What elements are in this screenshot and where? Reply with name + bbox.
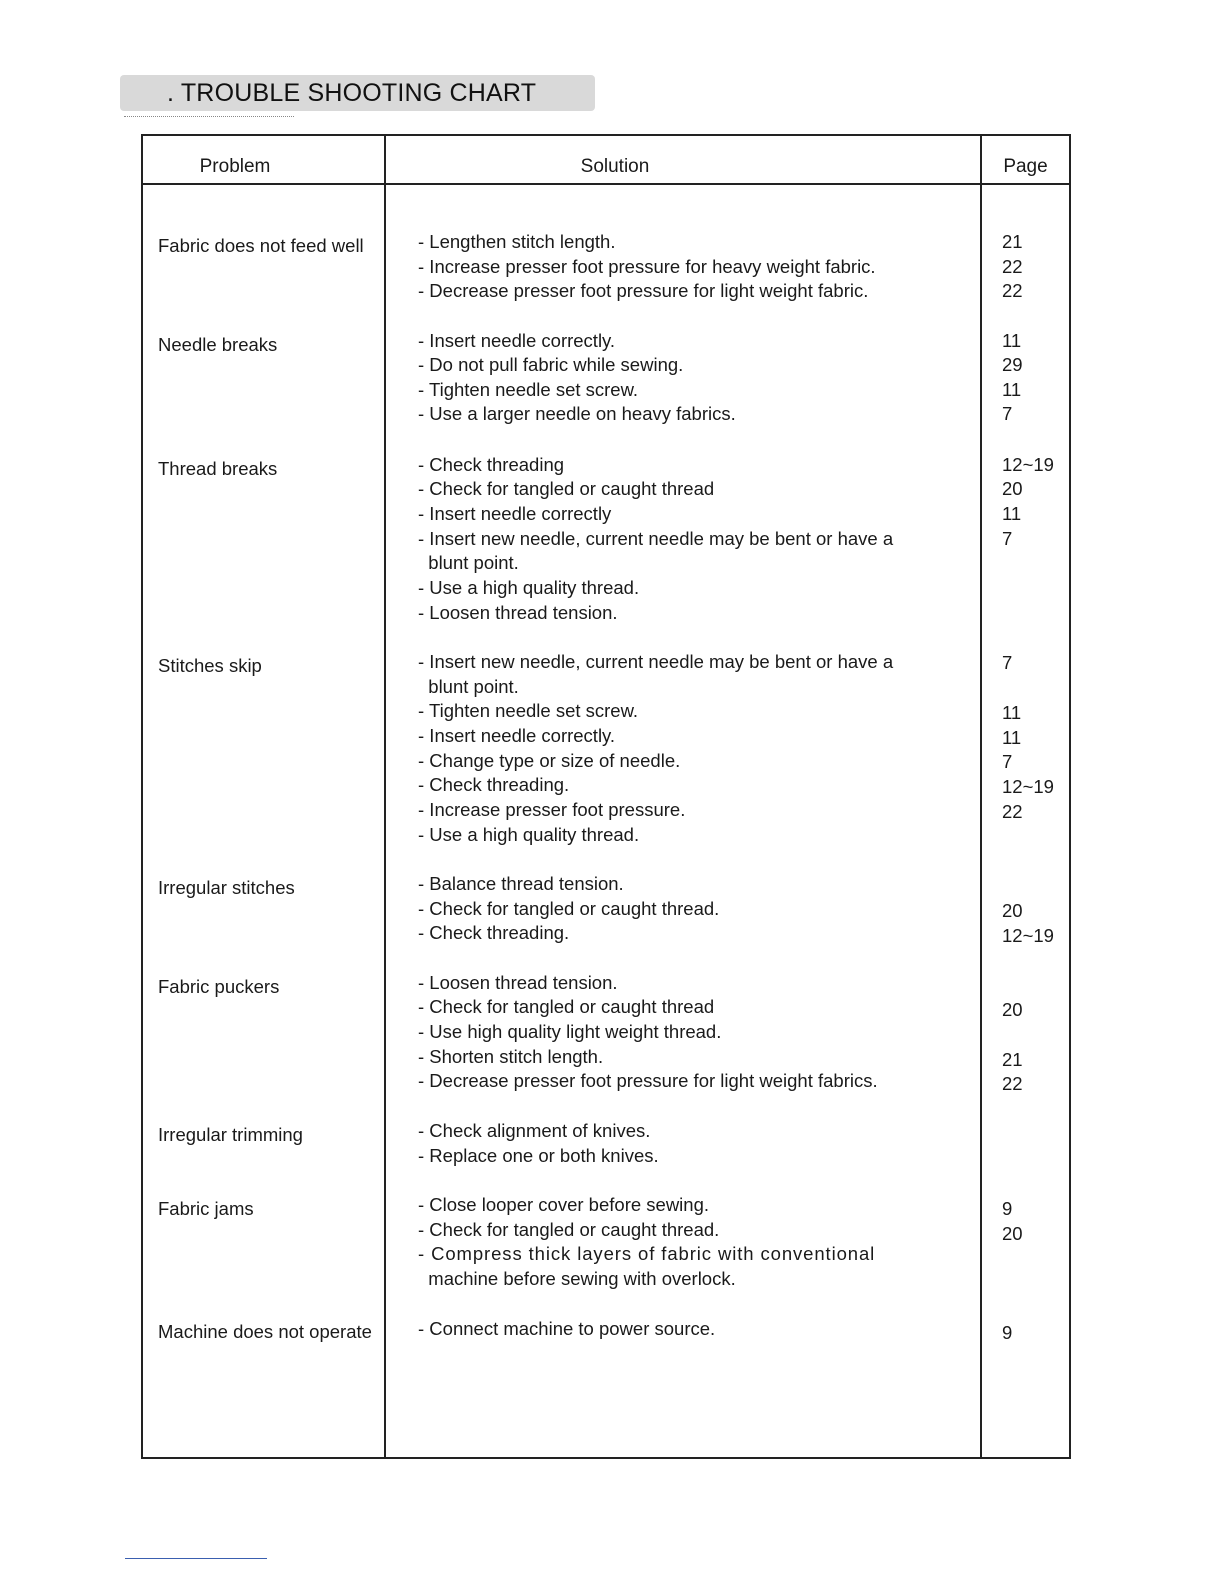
solution-line: blunt point. bbox=[418, 676, 519, 697]
problem-needle-breaks: Needle breaks bbox=[158, 334, 278, 355]
footer-rule bbox=[125, 1558, 267, 1559]
solution-line: - Lengthen stitch length. bbox=[418, 231, 616, 252]
solution-line: - Insert needle correctly. bbox=[418, 330, 616, 351]
solution-line: - Check for tangled or caught thread. bbox=[418, 1219, 720, 1240]
page-ref: 21 bbox=[1002, 1049, 1023, 1070]
problem-thread-breaks: Thread breaks bbox=[158, 458, 278, 479]
page-ref: 9 bbox=[1002, 1198, 1013, 1219]
chart-title: . TROUBLE SHOOTING CHART bbox=[167, 79, 537, 107]
trouble-shooting-table bbox=[141, 134, 1071, 1459]
header-page: Page bbox=[1003, 156, 1048, 177]
problem-fabric-does-not-feed: Fabric does not feed well bbox=[158, 235, 364, 256]
solution-line: - Connect machine to power source. bbox=[418, 1318, 716, 1339]
solution-line: - Change type or size of needle. bbox=[418, 750, 681, 771]
solution-line: - Use a high quality thread. bbox=[418, 577, 640, 598]
title-underline bbox=[124, 116, 294, 117]
problem-irregular-trimming: Irregular trimming bbox=[158, 1124, 303, 1145]
solution-line: - Shorten stitch length. bbox=[418, 1046, 604, 1067]
solution-line: - Check threading. bbox=[418, 922, 570, 943]
problem-stitches-skip: Stitches skip bbox=[158, 655, 262, 676]
header-rule bbox=[143, 183, 1069, 185]
solution-line: - Tighten needle set screw. bbox=[418, 379, 639, 400]
page-ref: 7 bbox=[1002, 751, 1013, 772]
page-ref: 22 bbox=[1002, 256, 1023, 277]
page-ref: 20 bbox=[1002, 1223, 1023, 1244]
solution-line: - Use high quality light weight thread. bbox=[418, 1021, 722, 1042]
solution-line: - Increase presser foot pressure for heavy weight fabric. bbox=[418, 256, 876, 277]
solution-line: - Check for tangled or caught thread. bbox=[418, 898, 720, 919]
chart-title-bar bbox=[120, 75, 595, 111]
header-problem: Problem bbox=[199, 156, 271, 177]
solution-line: - Decrease presser foot pressure for light weight fabric. bbox=[418, 280, 869, 301]
solution-line: - Check for tangled or caught thread bbox=[418, 996, 715, 1017]
solution-line: - Check threading bbox=[418, 454, 565, 475]
column-divider-problem bbox=[384, 136, 386, 1457]
solution-line: - Insert new needle, current needle may be bent or have a bbox=[418, 528, 894, 549]
page-ref: 11 bbox=[1002, 503, 1022, 524]
problem-irregular-stitches: Irregular stitches bbox=[158, 877, 295, 898]
solution-line: blunt point. bbox=[418, 552, 519, 573]
page-ref: 11 bbox=[1002, 727, 1022, 748]
page-ref: 20 bbox=[1002, 478, 1023, 499]
page-ref: 11 bbox=[1002, 702, 1022, 723]
page-ref: 9 bbox=[1002, 1322, 1013, 1343]
page-ref: 7 bbox=[1002, 652, 1013, 673]
page-ref: 11 bbox=[1002, 379, 1022, 400]
problem-fabric-puckers: Fabric puckers bbox=[158, 976, 280, 997]
page-ref: 29 bbox=[1002, 354, 1023, 375]
page-ref: 11 bbox=[1002, 330, 1022, 351]
solution-line: machine before sewing with overlock. bbox=[418, 1268, 736, 1289]
page-ref: 20 bbox=[1002, 999, 1023, 1020]
solution-line: - Replace one or both knives. bbox=[418, 1145, 659, 1166]
solution-line: - Use a larger needle on heavy fabrics. bbox=[418, 403, 736, 424]
page-ref: 12~19 bbox=[1002, 454, 1054, 475]
page-ref: 7 bbox=[1002, 528, 1013, 549]
column-divider-page bbox=[980, 136, 982, 1457]
page-ref: 22 bbox=[1002, 1073, 1023, 1094]
solution-line: - Use a high quality thread. bbox=[418, 824, 640, 845]
solution-line: - Check for tangled or caught thread bbox=[418, 478, 715, 499]
page-ref: 22 bbox=[1002, 801, 1023, 822]
solution-line: - Do not pull fabric while sewing. bbox=[418, 354, 684, 375]
solution-line: - Insert needle correctly. bbox=[418, 725, 616, 746]
solution-line: - Tighten needle set screw. bbox=[418, 700, 639, 721]
page-ref: 12~19 bbox=[1002, 925, 1054, 946]
solution-line: - Compress thick layers of fabric with conventional bbox=[418, 1243, 876, 1264]
solution-line: - Insert new needle, current needle may be bent or have a bbox=[418, 651, 894, 672]
solution-line: - Loosen thread tension. bbox=[418, 602, 618, 623]
page-ref: 20 bbox=[1002, 900, 1023, 921]
solution-line: - Decrease presser foot pressure for light weight fabrics. bbox=[418, 1070, 878, 1091]
page-ref: 22 bbox=[1002, 280, 1023, 301]
solution-line: - Balance thread tension. bbox=[418, 873, 624, 894]
solution-line: - Loosen thread tension. bbox=[418, 972, 618, 993]
problem-fabric-jams: Fabric jams bbox=[158, 1198, 254, 1219]
header-solution: Solution bbox=[580, 156, 650, 177]
problem-machine-does-not-operate: Machine does not operate bbox=[158, 1321, 372, 1342]
page-ref: 12~19 bbox=[1002, 776, 1054, 797]
solution-line: - Check alignment of knives. bbox=[418, 1120, 651, 1141]
solution-line: - Close looper cover before sewing. bbox=[418, 1194, 710, 1215]
solution-line: - Increase presser foot pressure. bbox=[418, 799, 686, 820]
solution-line: - Check threading. bbox=[418, 774, 570, 795]
page-ref: 7 bbox=[1002, 403, 1013, 424]
solution-line: - Insert needle correctly bbox=[418, 503, 612, 524]
page-ref: 21 bbox=[1002, 231, 1023, 252]
